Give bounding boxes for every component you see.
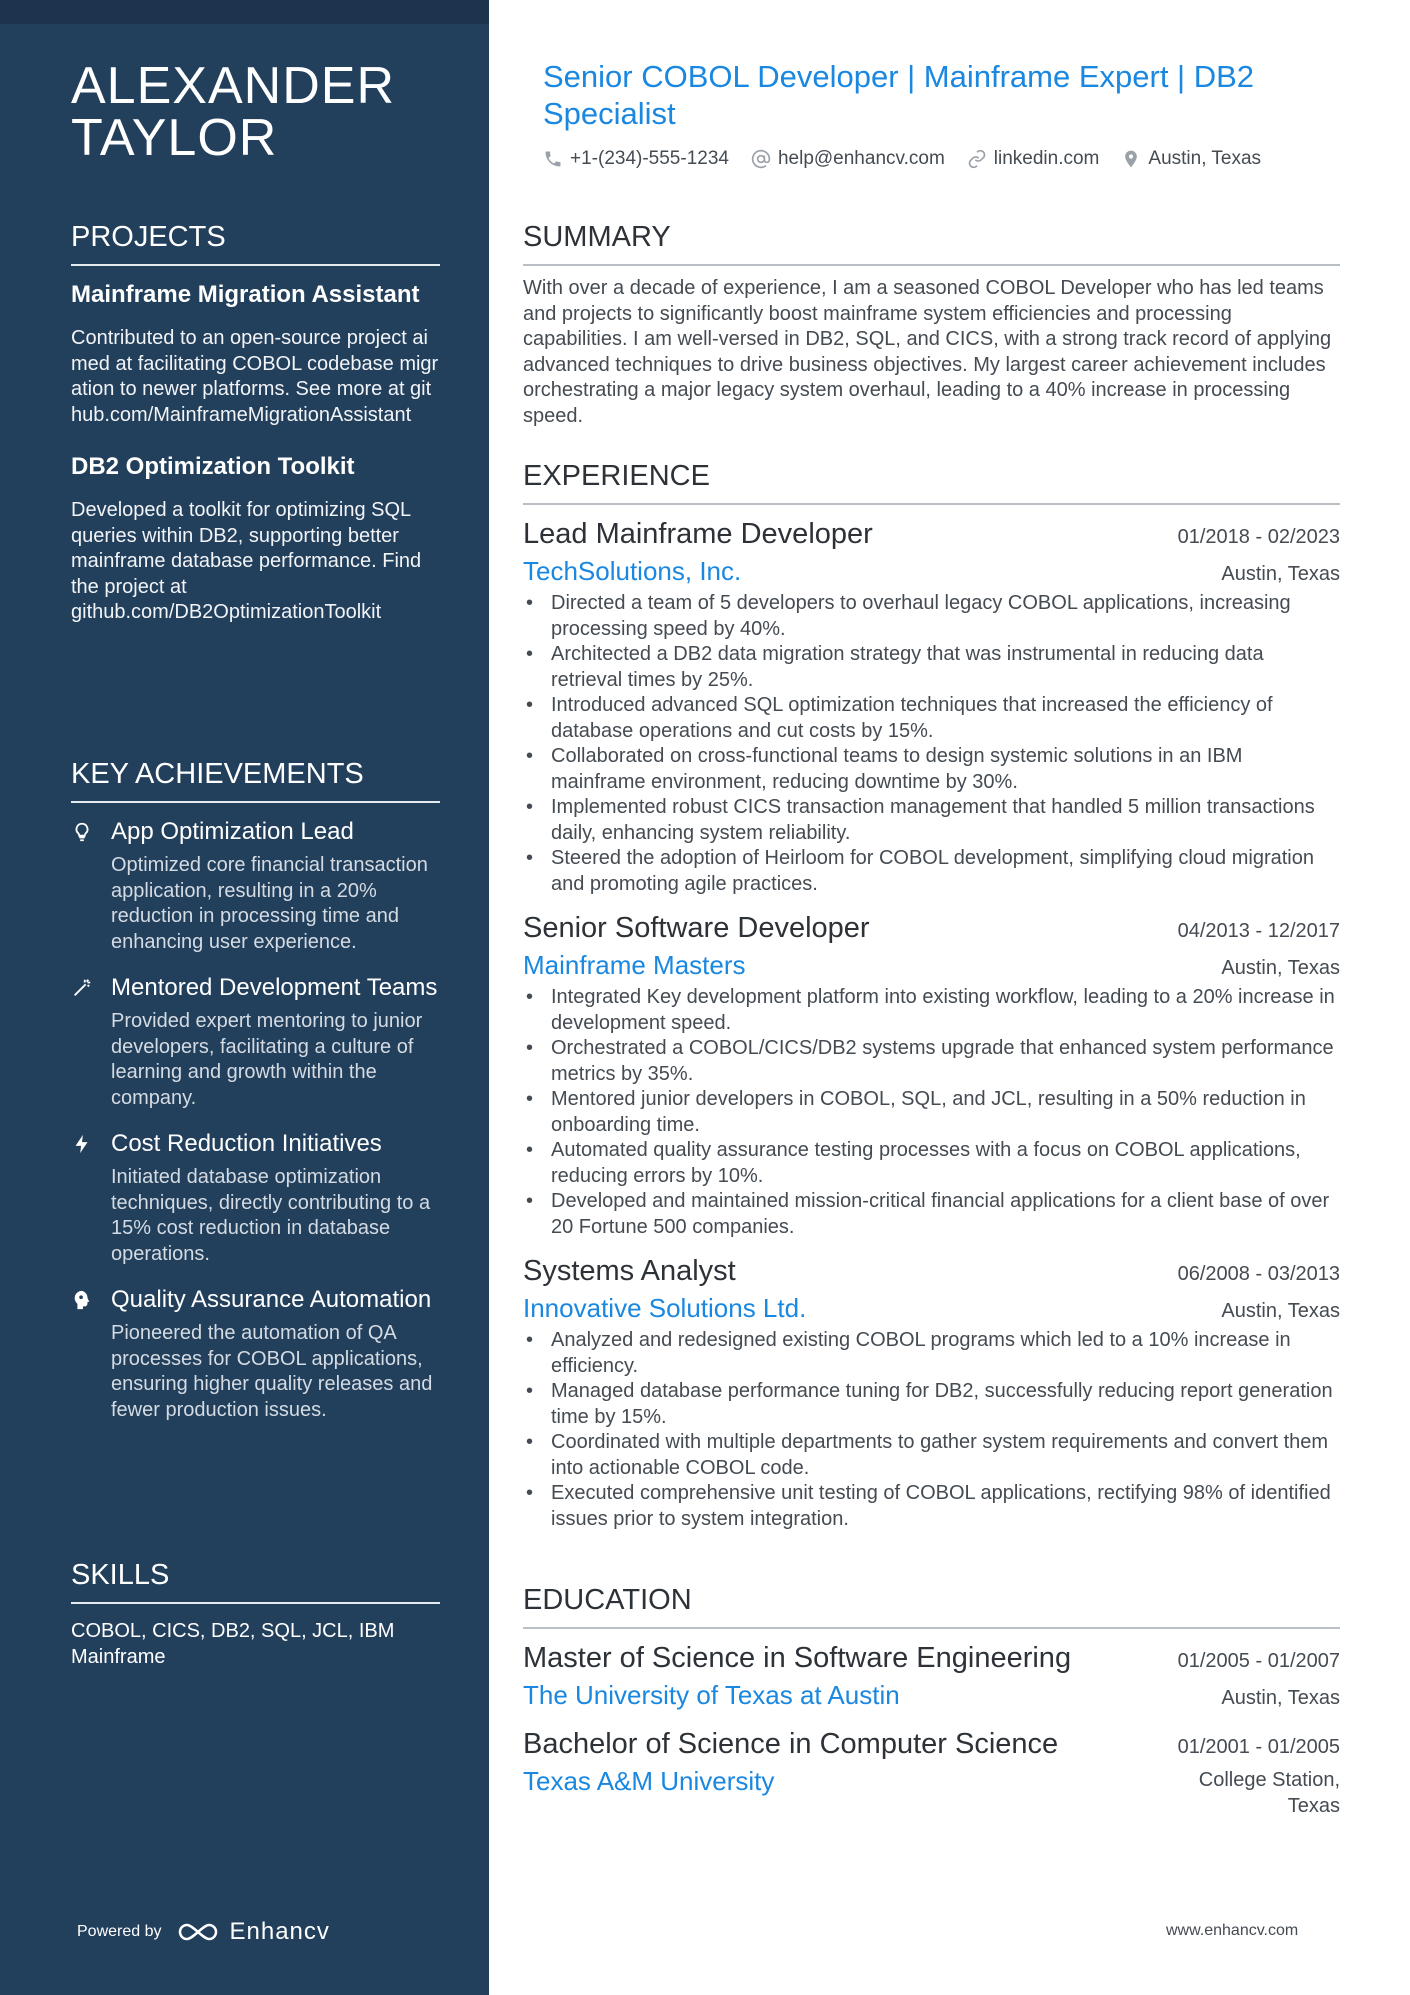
achievement-item [71,1285,440,1423]
location-pin-icon [1121,149,1141,169]
sidebar [0,0,489,1995]
job-bullets [523,591,1340,897]
education-entry [523,1639,1340,1713]
linkedin-text: linkedin.com [993,148,1100,169]
job-bullet: • Managed database performance tuning for DB2, successfully reducing report generation time by 15%. [523,1379,1340,1430]
education-section [523,1583,1340,1831]
job-dates: 06/2008 - 03/2013 [1177,1263,1340,1285]
job-location: Austin, Texas [1221,563,1340,585]
degree: Master of Science in Software Engineering [523,1642,1072,1674]
job-bullets [523,985,1340,1240]
contact-phone[interactable] [543,148,729,170]
contact-location [1121,148,1261,170]
job-title: Systems Analyst [523,1255,736,1287]
job-title: Senior Software Developer [523,912,870,944]
contact-email[interactable] [751,148,945,170]
education-dates: 01/2001 - 01/2005 [1177,1736,1340,1758]
achievement-title: Cost Reduction Initiatives [111,1130,382,1157]
job-location: Austin, Texas [1221,957,1340,979]
project-title: DB2 Optimization Toolkit [71,453,355,480]
achievement-title: Mentored Development Teams [111,974,438,1001]
powered-by-label: Powered by [77,1923,162,1940]
achievement-description: Pioneered the automation of QA processes for COBOL applications, ensuring higher quality releases and fewer production issues. [111,1322,433,1421]
summary-title: SUMMARY [523,220,1340,266]
job-bullets [523,1328,1340,1532]
location-text: Austin, Texas [1148,148,1262,169]
achievement-item [71,817,440,955]
achievements-title: KEY ACHIEVEMENTS [71,757,440,803]
job-bullet: • Orchestrated a COBOL/CICS/DB2 systems upgrade that enhanced system performance metrics by 35%. [523,1036,1340,1087]
school-location: Austin, Texas [1221,1687,1340,1709]
job-title: Lead Mainframe Developer [523,518,873,550]
email-text: help@enhancv.com [777,148,945,169]
job-bullet: • Collaborated on cross-functional teams to design systemic solutions in an IBM mainframe environment, reducing downtime by 30%. [523,744,1340,795]
experience-title: EXPERIENCE [523,459,1340,505]
powered-by-footer [77,1918,330,1946]
job-bullet: • Analyzed and redesigned existing COBOL programs which led to a 10% increase in efficiency. [523,1328,1340,1379]
lightning-icon [71,1133,93,1155]
footer-url[interactable]: www.enhancv.com [1166,1922,1299,1939]
phone-text: +1-(234)-555-1234 [570,148,729,169]
job-bullet: • Automated quality assurance testing processes with a focus on COBOL applications, reducing errors by 10%. [523,1138,1340,1189]
job-bullet: • Architected a DB2 data migration strategy that was instrumental in reducing data retrieval times by 25%. [523,642,1340,693]
job-entry [523,515,1340,897]
skills-section [71,1558,440,1670]
job-dates: 01/2018 - 02/2023 [1177,526,1340,548]
enhancv-logo[interactable] [176,1918,330,1946]
summary-text: With over a decade of experience, I am a seasoned COBOL Developer who has led teams and projects to significantly boost mainframe system efficiencies and processing capabilities. I am well-versed in DB2, SQL, and CICS, with a strong track record of applying advanced techniques to drive business objectives. My largest career achievement includes orchestrating a major legacy system overhaul, leading to a 40% increase in processing speed. [523,277,1332,427]
achievement-title: App Optimization Lead [111,818,354,845]
education-entry [523,1725,1340,1819]
projects-section [71,220,440,650]
achievements-section [71,757,440,1441]
contact-linkedin[interactable] [967,148,1100,170]
degree: Bachelor of Science in Computer Science [523,1728,1059,1760]
job-bullet: • Executed comprehensive unit testing of COBOL applications, rectifying 98% of identified issues prior to system integration. [523,1481,1340,1532]
achievement-title: Quality Assurance Automation [111,1286,432,1313]
lightbulb-icon [71,821,93,843]
job-bullet: • Introduced advanced SQL optimization techniques that increased the efficiency of database operations and cut costs by 15%. [523,693,1340,744]
job-bullet: • Steered the adoption of Heirloom for COBOL development, simplifying cloud migration and promoting agile practices. [523,846,1340,897]
phone-icon [543,149,563,169]
job-entry [523,909,1340,1240]
job-bullet: • Directed a team of 5 developers to overhaul legacy COBOL applications, increasing processing speed by 40%. [523,591,1340,642]
summary-section [523,220,1340,429]
project-description: Developed a toolkit for optimizing SQL queries within DB2, supporting better mainframe database performance. Find the project at github.com/DB2OptimizationToolkit [71,499,422,623]
job-location: Austin, Texas [1221,1300,1340,1322]
achievement-description: Optimized core financial transaction application, resulting in a 20% reduction in processing time and enhancing user experience. [111,854,428,953]
education-dates: 01/2005 - 01/2007 [1177,1650,1340,1672]
project-item [71,280,440,428]
company-name: Mainframe Masters [523,950,746,980]
infinity-logo-icon [176,1921,220,1943]
link-icon [967,149,987,169]
brand-name: Enhancv [229,1918,330,1945]
school-name: Texas A&M University [523,1766,775,1796]
headline: Senior COBOL Developer | Mainframe Expert | DB2 Specialist [543,59,1255,131]
brain-icon [71,1289,93,1311]
skills-title: SKILLS [71,1558,440,1604]
school-location: College Station, Texas [1198,1769,1340,1817]
project-description: Contributed to an open-source project aimed at facilitating COBOL codebase migration to newer platforms. See more at github.com/MainframeMigrationAssistant [71,327,439,426]
candidate-name: ALEXANDER TAYLOR [71,57,395,167]
project-title: Mainframe Migration Assistant [71,281,420,308]
job-entry [523,1252,1340,1532]
job-bullet: • Implemented robust CICS transaction management that handled 5 million transactions daily, enhancing system reliability. [523,795,1340,846]
contact-bar [543,148,1261,170]
company-name: Innovative Solutions Ltd. [523,1293,807,1323]
job-bullet: • Integrated Key development platform into existing workflow, leading to a 20% increase in development speed. [523,985,1340,1036]
job-bullet: • Developed and maintained mission-critical financial applications for a client base of over 20 Fortune 500 companies. [523,1189,1340,1240]
job-bullet: • Mentored junior developers in COBOL, SQL, and JCL, resulting in a 50% reduction in onboarding time. [523,1087,1340,1138]
job-dates: 04/2013 - 12/2017 [1177,920,1340,942]
experience-section [523,459,1340,1544]
achievement-description: Initiated database optimization techniques, directly contributing to a 15% cost reduction in database operations. [111,1166,431,1265]
school-name: The University of Texas at Austin [523,1680,900,1710]
job-bullet: • Coordinated with multiple departments to gather system requirements and convert them into actionable COBOL code. [523,1430,1340,1481]
education-title: EDUCATION [523,1583,1340,1629]
at-icon [751,149,771,169]
sidebar-top-bar [0,0,489,24]
achievement-item [71,1129,440,1267]
skills-list: COBOL, CICS, DB2, SQL, JCL, IBM Mainframe [71,1620,395,1668]
projects-title: PROJECTS [71,220,440,266]
project-item [71,452,440,626]
achievement-item [71,973,440,1111]
company-name: TechSolutions, Inc. [523,556,742,586]
achievement-description: Provided expert mentoring to junior developers, facilitating a culture of learning and growth within the company. [111,1010,423,1109]
magic-wand-icon [71,977,93,999]
